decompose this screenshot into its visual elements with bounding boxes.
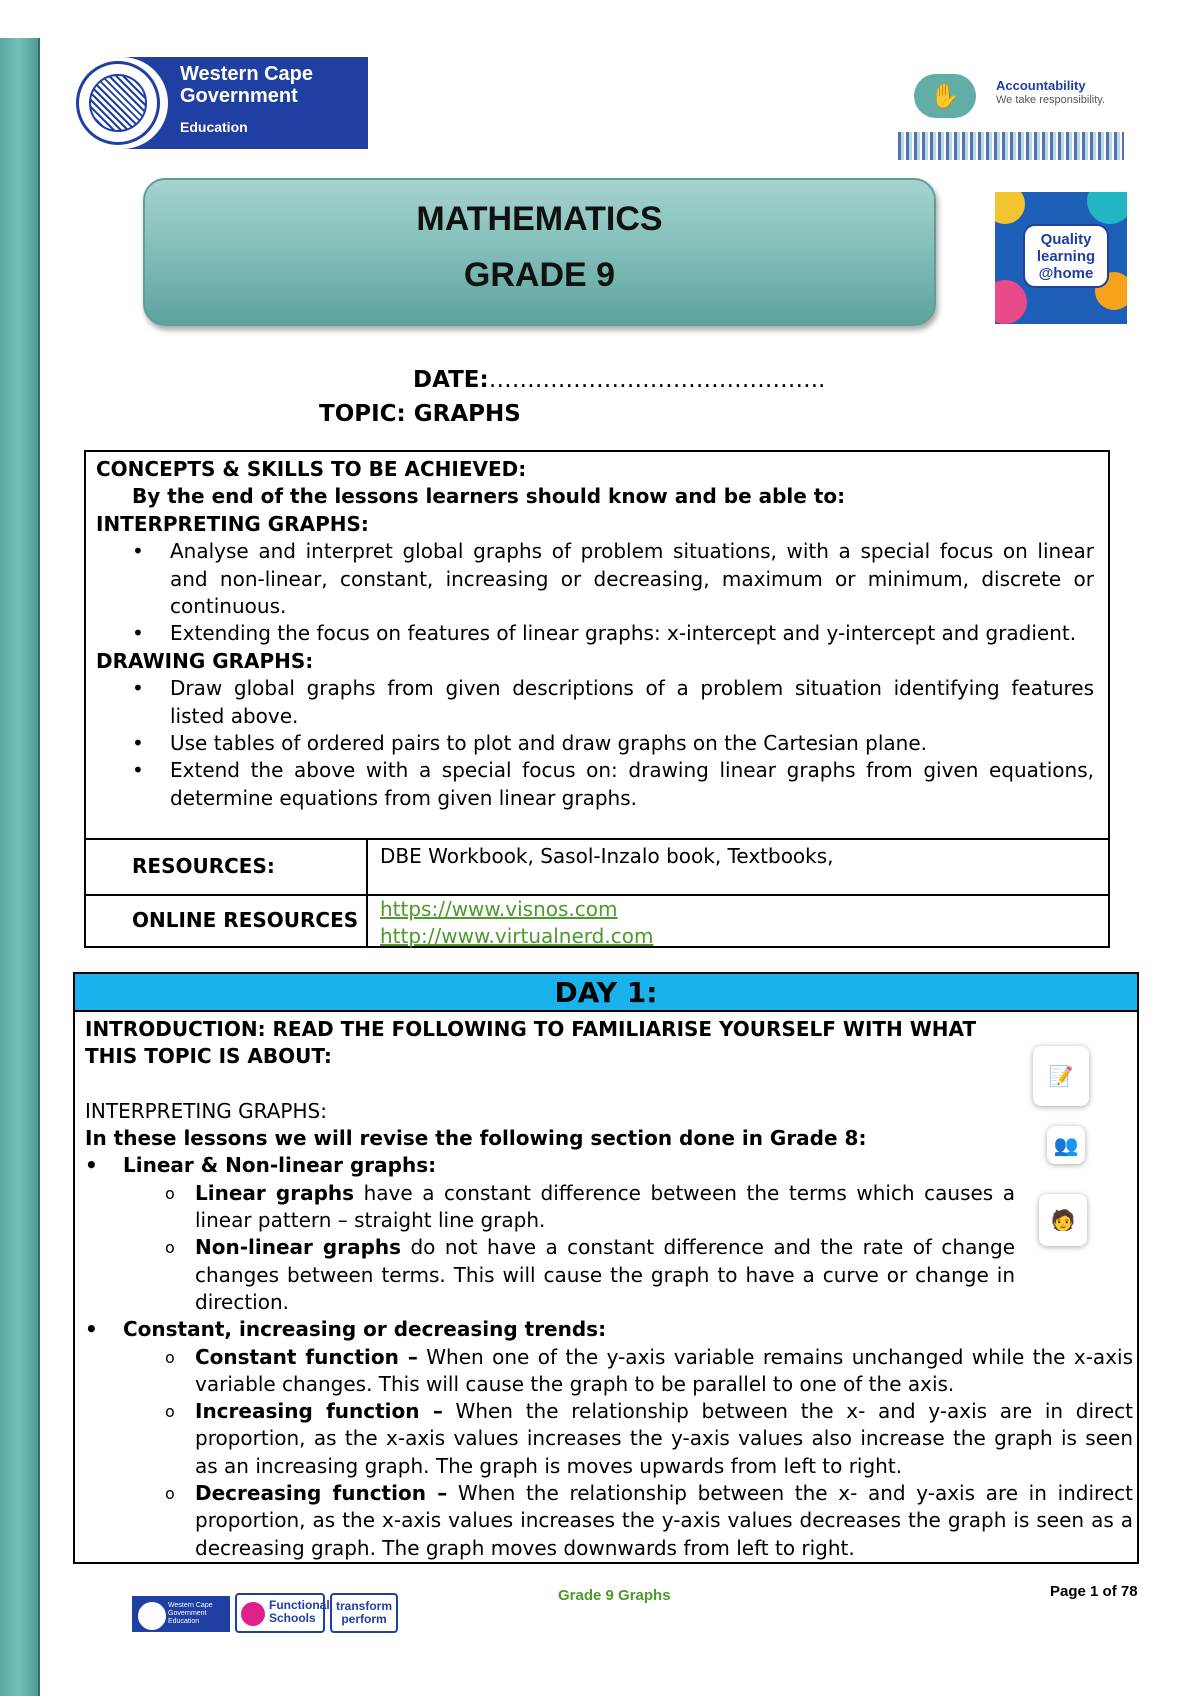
bullet-linear-nonlinear: • Linear & Non-linear graphs: xyxy=(85,1152,1133,1179)
list-item xyxy=(85,1180,1015,1235)
definition: When the relationship between the x- and y-axis are in direct proportion, as the x-axis values increases the y-axis values also increase the graph is seen as an increasing graph. The graph is moves upwards from left to right. xyxy=(195,1399,1133,1478)
list-item xyxy=(85,1398,1133,1480)
quality-learning-badge xyxy=(995,192,1127,324)
interpreting-heading: INTERPRETING GRAPHS: xyxy=(96,511,369,536)
wcg-education-logo xyxy=(72,57,368,149)
day1-title: DAY 1: xyxy=(75,974,1137,1012)
list-item xyxy=(85,1480,1133,1562)
title-panel xyxy=(143,178,936,326)
definition: do not have a constant difference and the rate of change changes between terms. This will cause the graph to have a curve or change in direction. xyxy=(195,1235,1015,1314)
concepts-heading: CONCEPTS & SKILLS TO BE ACHIEVED: xyxy=(96,457,527,481)
online-resources-label: ONLINE RESOURCES xyxy=(86,896,368,948)
decorative-strip xyxy=(898,132,1124,160)
hand-icon: ✋ xyxy=(914,74,976,118)
link-visnos[interactable]: https://www.visnos.com xyxy=(380,897,618,921)
term: Increasing function – xyxy=(195,1399,443,1424)
definition: When one of the y-axis variable remains unchanged while the x-axis variable changes. This will cause the graph to be parallel to one of the axis. xyxy=(195,1344,1133,1396)
subject-title: MATHEMATICS xyxy=(416,200,663,238)
grade-title: GRADE 9 xyxy=(463,256,616,294)
resources-label: RESOURCES: xyxy=(86,840,368,894)
quality-learning-text: Quality learning @home xyxy=(1023,224,1109,288)
revise-line: In these lessons we will revise the following section done in Grade 8: xyxy=(85,1126,867,1151)
list-item xyxy=(85,1234,1015,1316)
footer-title: Grade 9 Graphs xyxy=(558,1587,671,1604)
accountability-subtitle: We take responsibility. xyxy=(996,94,1106,106)
online-resources-row xyxy=(86,894,1108,948)
functional-schools-logo xyxy=(235,1593,330,1633)
list-item: • Draw global graphs from given descriptions of a problem situation identifying features listed above. xyxy=(96,675,1098,730)
term: Non-linear graphs xyxy=(195,1235,402,1260)
functional-schools-text: Functional Schools xyxy=(269,1598,330,1625)
resources-value: DBE Workbook, Sasol-Inzalo book, Textbooks, xyxy=(380,844,834,868)
topic-title: TOPIC: GRAPHS xyxy=(319,401,521,427)
list-item: • Extending the focus on features of linear graphs: x-intercept and y-intercept and gradient. xyxy=(96,620,1098,647)
footer-wcg-logo: Western Cape Government Education xyxy=(132,1596,230,1632)
definition: have a constant difference between the terms which causes a linear pattern – straight line graph. xyxy=(195,1180,1016,1233)
list-item: • Extend the above with a special focus on: drawing linear graphs from given equations, determine equations from given linear graphs. xyxy=(96,757,1098,812)
term: Linear graphs xyxy=(195,1180,355,1205)
footer-logos xyxy=(132,1593,402,1633)
term: Constant function – xyxy=(195,1344,418,1369)
link-virtualnerd[interactable]: http://www.virtualnerd.com xyxy=(380,924,654,948)
concepts-table xyxy=(84,450,1110,948)
resources-row xyxy=(86,838,1108,894)
bullet-trends: • Constant, increasing or decreasing trends: xyxy=(85,1316,1133,1343)
term: Decreasing function – xyxy=(195,1481,448,1506)
date-label: DATE: xyxy=(413,367,489,393)
drawing-heading: DRAWING GRAPHS: xyxy=(96,648,314,673)
learner-icon: 🧑 xyxy=(1039,1194,1087,1246)
page-number: Page 1 of 78 xyxy=(1050,1583,1138,1600)
section-heading: INTERPRETING GRAPHS: xyxy=(85,1098,327,1123)
transform-perform-logo: transform perform xyxy=(330,1593,398,1633)
day1-section xyxy=(73,972,1139,1564)
definition: When the relationship between the x- and y-axis are in indirect proportion, as the x-axis values increases the y-axis values decreases the graph is seen as a decreasing graph. The graph moves downwards from left to right. xyxy=(195,1481,1133,1560)
logo-line-2: Government xyxy=(180,85,298,107)
concepts-intro: By the end of the lessons learners should know and be able to: xyxy=(132,484,846,509)
people-icon: 👥 xyxy=(1047,1126,1085,1164)
coat-of-arms-icon xyxy=(68,57,168,149)
intro-line-1: INTRODUCTION: READ THE FOLLOWING TO FAMILIARISE YOURSELF WITH WHAT xyxy=(85,1017,977,1041)
intro-line-2: THIS TOPIC IS ABOUT: xyxy=(85,1044,332,1069)
date-field xyxy=(413,367,825,393)
accountability-badge xyxy=(898,70,1122,160)
date-blank: …………………………………….. xyxy=(488,367,826,393)
logo-line-3: Education xyxy=(180,119,248,135)
accountability-title: Accountability xyxy=(996,78,1086,93)
list-item: • Analyse and interpret global graphs of problem situations, with a special focus on linear and non-linear, constant, increasing or decreasing, maximum or minimum, discrete or continuous. xyxy=(96,538,1098,620)
list-item: • Use tables of ordered pairs to plot and draw graphs on the Cartesian plane. xyxy=(96,730,1098,757)
logo-line-1: Western Cape xyxy=(180,63,314,85)
side-color-bar xyxy=(0,38,40,1696)
list-item xyxy=(85,1344,1133,1399)
notes-icon: 📝 xyxy=(1033,1046,1089,1106)
